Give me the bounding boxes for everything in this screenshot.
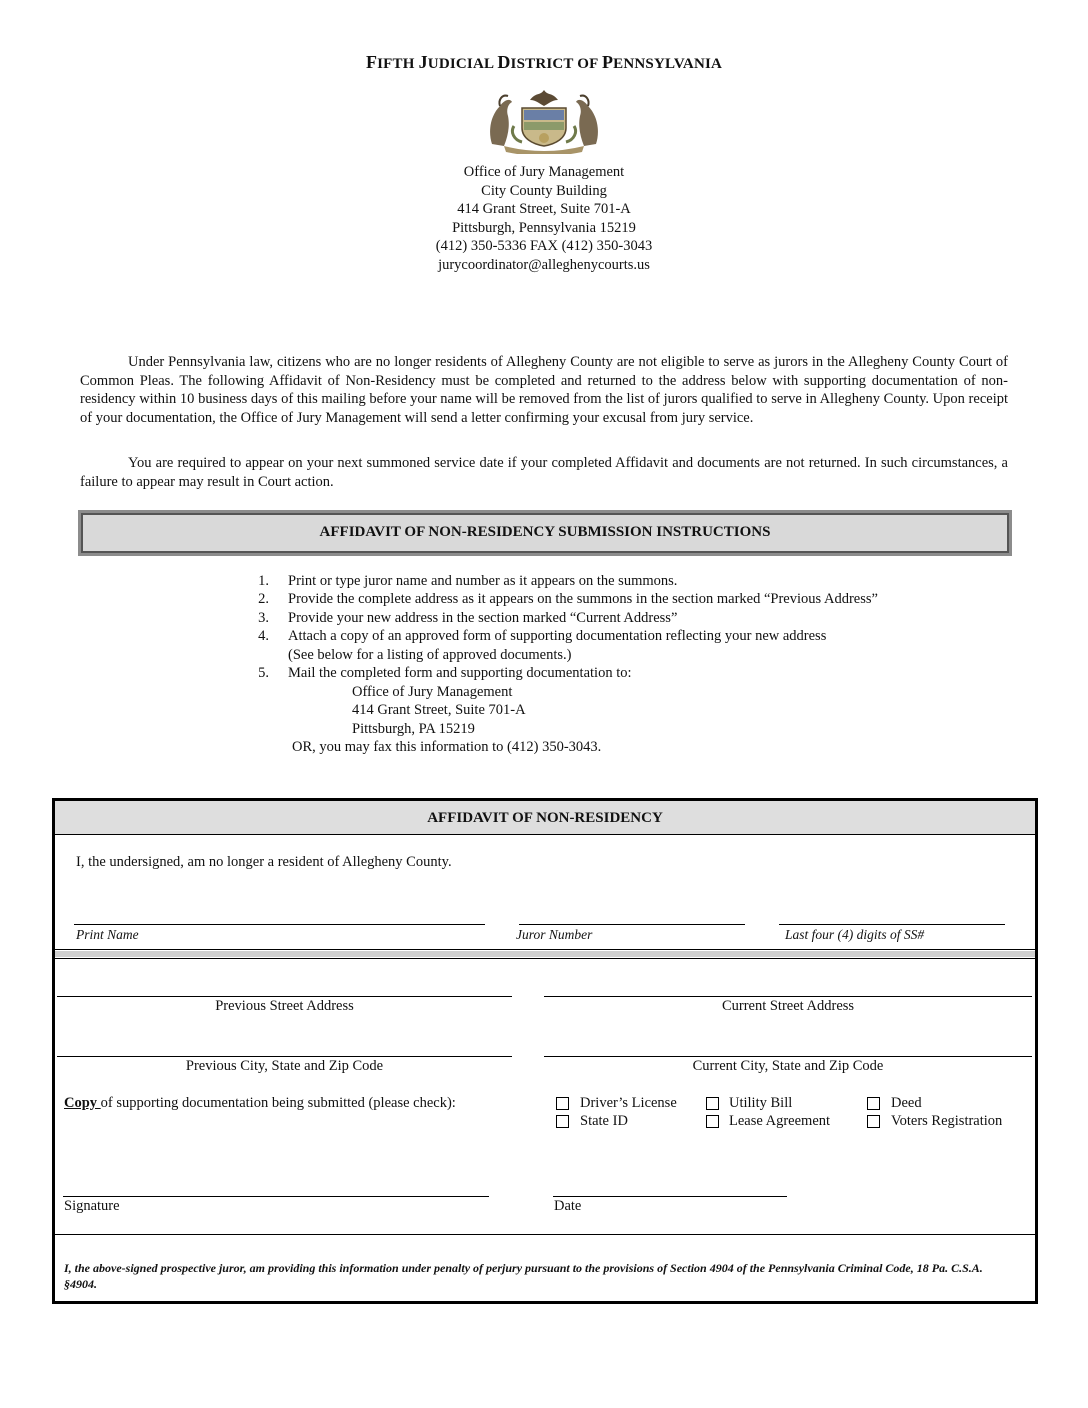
phone-fax-line: (412) 350-5336 FAX (412) 350-3043 (435, 238, 653, 254)
affidavit-form (52, 798, 1038, 1304)
previous-street-label: Previous Street Address (215, 998, 354, 1014)
address-line: Office of Jury Management (463, 164, 625, 180)
step-number: 1. (258, 573, 269, 589)
current-street-label: Current Street Address (721, 998, 855, 1014)
voters-registration-checkbox[interactable] (867, 1115, 880, 1128)
current-city-label: Current City, State and Zip Code (692, 1058, 884, 1074)
ssn-label: Last four (4) digits of SS# (785, 927, 925, 942)
pennsylvania-seal-icon (474, 86, 614, 154)
footer-divider (55, 1234, 1035, 1235)
step-text: Provide your new address in the section marked “Current Address” (288, 610, 678, 626)
signature-label: Signature (64, 1198, 120, 1214)
step-text: Mail the completed form and supporting documentation to: (288, 665, 632, 681)
state-id-label: State ID (580, 1113, 628, 1129)
utility-bill-checkbox[interactable] (706, 1097, 719, 1110)
previous-city-label: Previous City, State and Zip Code (185, 1058, 384, 1074)
residency-statement: I, the undersigned, am no longer a resident of Allegheny County. (76, 854, 452, 870)
date-field[interactable] (553, 1196, 787, 1197)
current-street-field[interactable] (544, 996, 1032, 997)
appearance-paragraph: You are required to appear on your next summoned service date if your completed Affidavit and documents are not returned. In such circumstances, a failure to appear may result in Court action. (80, 455, 1008, 490)
print-name-field[interactable] (74, 924, 485, 925)
email-line: jurycoordinator@alleghenycourts.us (438, 256, 650, 273)
step-text: Print or type juror name and number as it appears on the summons. (288, 573, 678, 589)
drivers-license-checkbox[interactable] (556, 1097, 569, 1110)
section-divider (55, 958, 1035, 959)
previous-street-field[interactable] (57, 996, 512, 997)
deed-checkbox[interactable] (867, 1097, 880, 1110)
step-text: Attach a copy of an approved form of supporting documentation reflecting your new address (288, 628, 827, 644)
section-divider-shade (55, 951, 1035, 957)
ssn-last-four-field[interactable] (779, 924, 1005, 925)
instructions-title: AFFIDAVIT OF NON-RESIDENCY SUBMISSION INSTRUCTIONS (319, 524, 771, 540)
office-address (0, 163, 1088, 274)
step-text: (See below for a listing of approved documents.) (288, 647, 572, 663)
affidavit-title: AFFIDAVIT OF NON-RESIDENCY (427, 810, 663, 826)
documentation-prompt: Copy of supporting documentation being submitted (please check): (64, 1095, 456, 1111)
date-label: Date (554, 1198, 582, 1214)
previous-city-field[interactable] (57, 1056, 512, 1057)
drivers-license-label: Driver’s License (580, 1095, 677, 1111)
juror-number-label: Juror Number (516, 927, 593, 942)
address-line: City County Building (481, 182, 607, 199)
deed-label: Deed (891, 1095, 922, 1111)
fax-instruction: OR, you may fax this information to (412) 350-3043. (292, 739, 602, 755)
print-name-label: Print Name (76, 927, 139, 942)
mail-address-line: Pittsburgh, PA 15219 (352, 721, 475, 737)
step-number: 3. (258, 610, 269, 626)
step-number: 5. (258, 665, 269, 681)
state-id-checkbox[interactable] (556, 1115, 569, 1128)
document-title: FIFTH JUDICIAL DISTRICT OF PENNSYLVANIA (365, 52, 723, 72)
step-number: 2. (258, 591, 269, 607)
current-city-field[interactable] (544, 1056, 1032, 1057)
step-number: 4. (258, 628, 269, 644)
address-line: Pittsburgh, Pennsylvania 15219 (452, 219, 636, 236)
voters-registration-label: Voters Registration (891, 1113, 1003, 1129)
juror-number-field[interactable] (519, 924, 745, 925)
mail-address-line: Office of Jury Management (352, 684, 513, 700)
signature-field[interactable] (63, 1196, 489, 1197)
perjury-statement: I, the above-signed prospective juror, am providing this information under penalty of perjury pursuant to the provisions of Section 4904 of the Pennsylvania Criminal Code, 18 Pa. C.S.A. §4904. (64, 1261, 983, 1291)
mail-address-line: 414 Grant Street, Suite 701-A (352, 702, 526, 718)
intro-paragraph: Under Pennsylvania law, citizens who are no longer residents of Allegheny County are not eligible to serve as jurors in the Allegheny County Court of Common Pleas. The following Affidavit of Non-Residency must be completed and returned to the address below with supporting documentation of non-residency within 10 business days of this mailing before your name will be removed from the list of jurors qualified to serve in Allegheny County. Upon receipt of your documentation, the Office of Jury Management will send a letter confirming your excusal from jury service. (80, 354, 1008, 426)
address-line: 414 Grant Street, Suite 701-A (457, 201, 631, 217)
lease-agreement-checkbox[interactable] (706, 1115, 719, 1128)
section-divider (55, 949, 1035, 950)
lease-agreement-label: Lease Agreement (729, 1113, 831, 1129)
step-text: Provide the complete address as it appears on the summons in the section marked “Previous Address” (288, 591, 878, 607)
utility-bill-label: Utility Bill (729, 1095, 793, 1111)
